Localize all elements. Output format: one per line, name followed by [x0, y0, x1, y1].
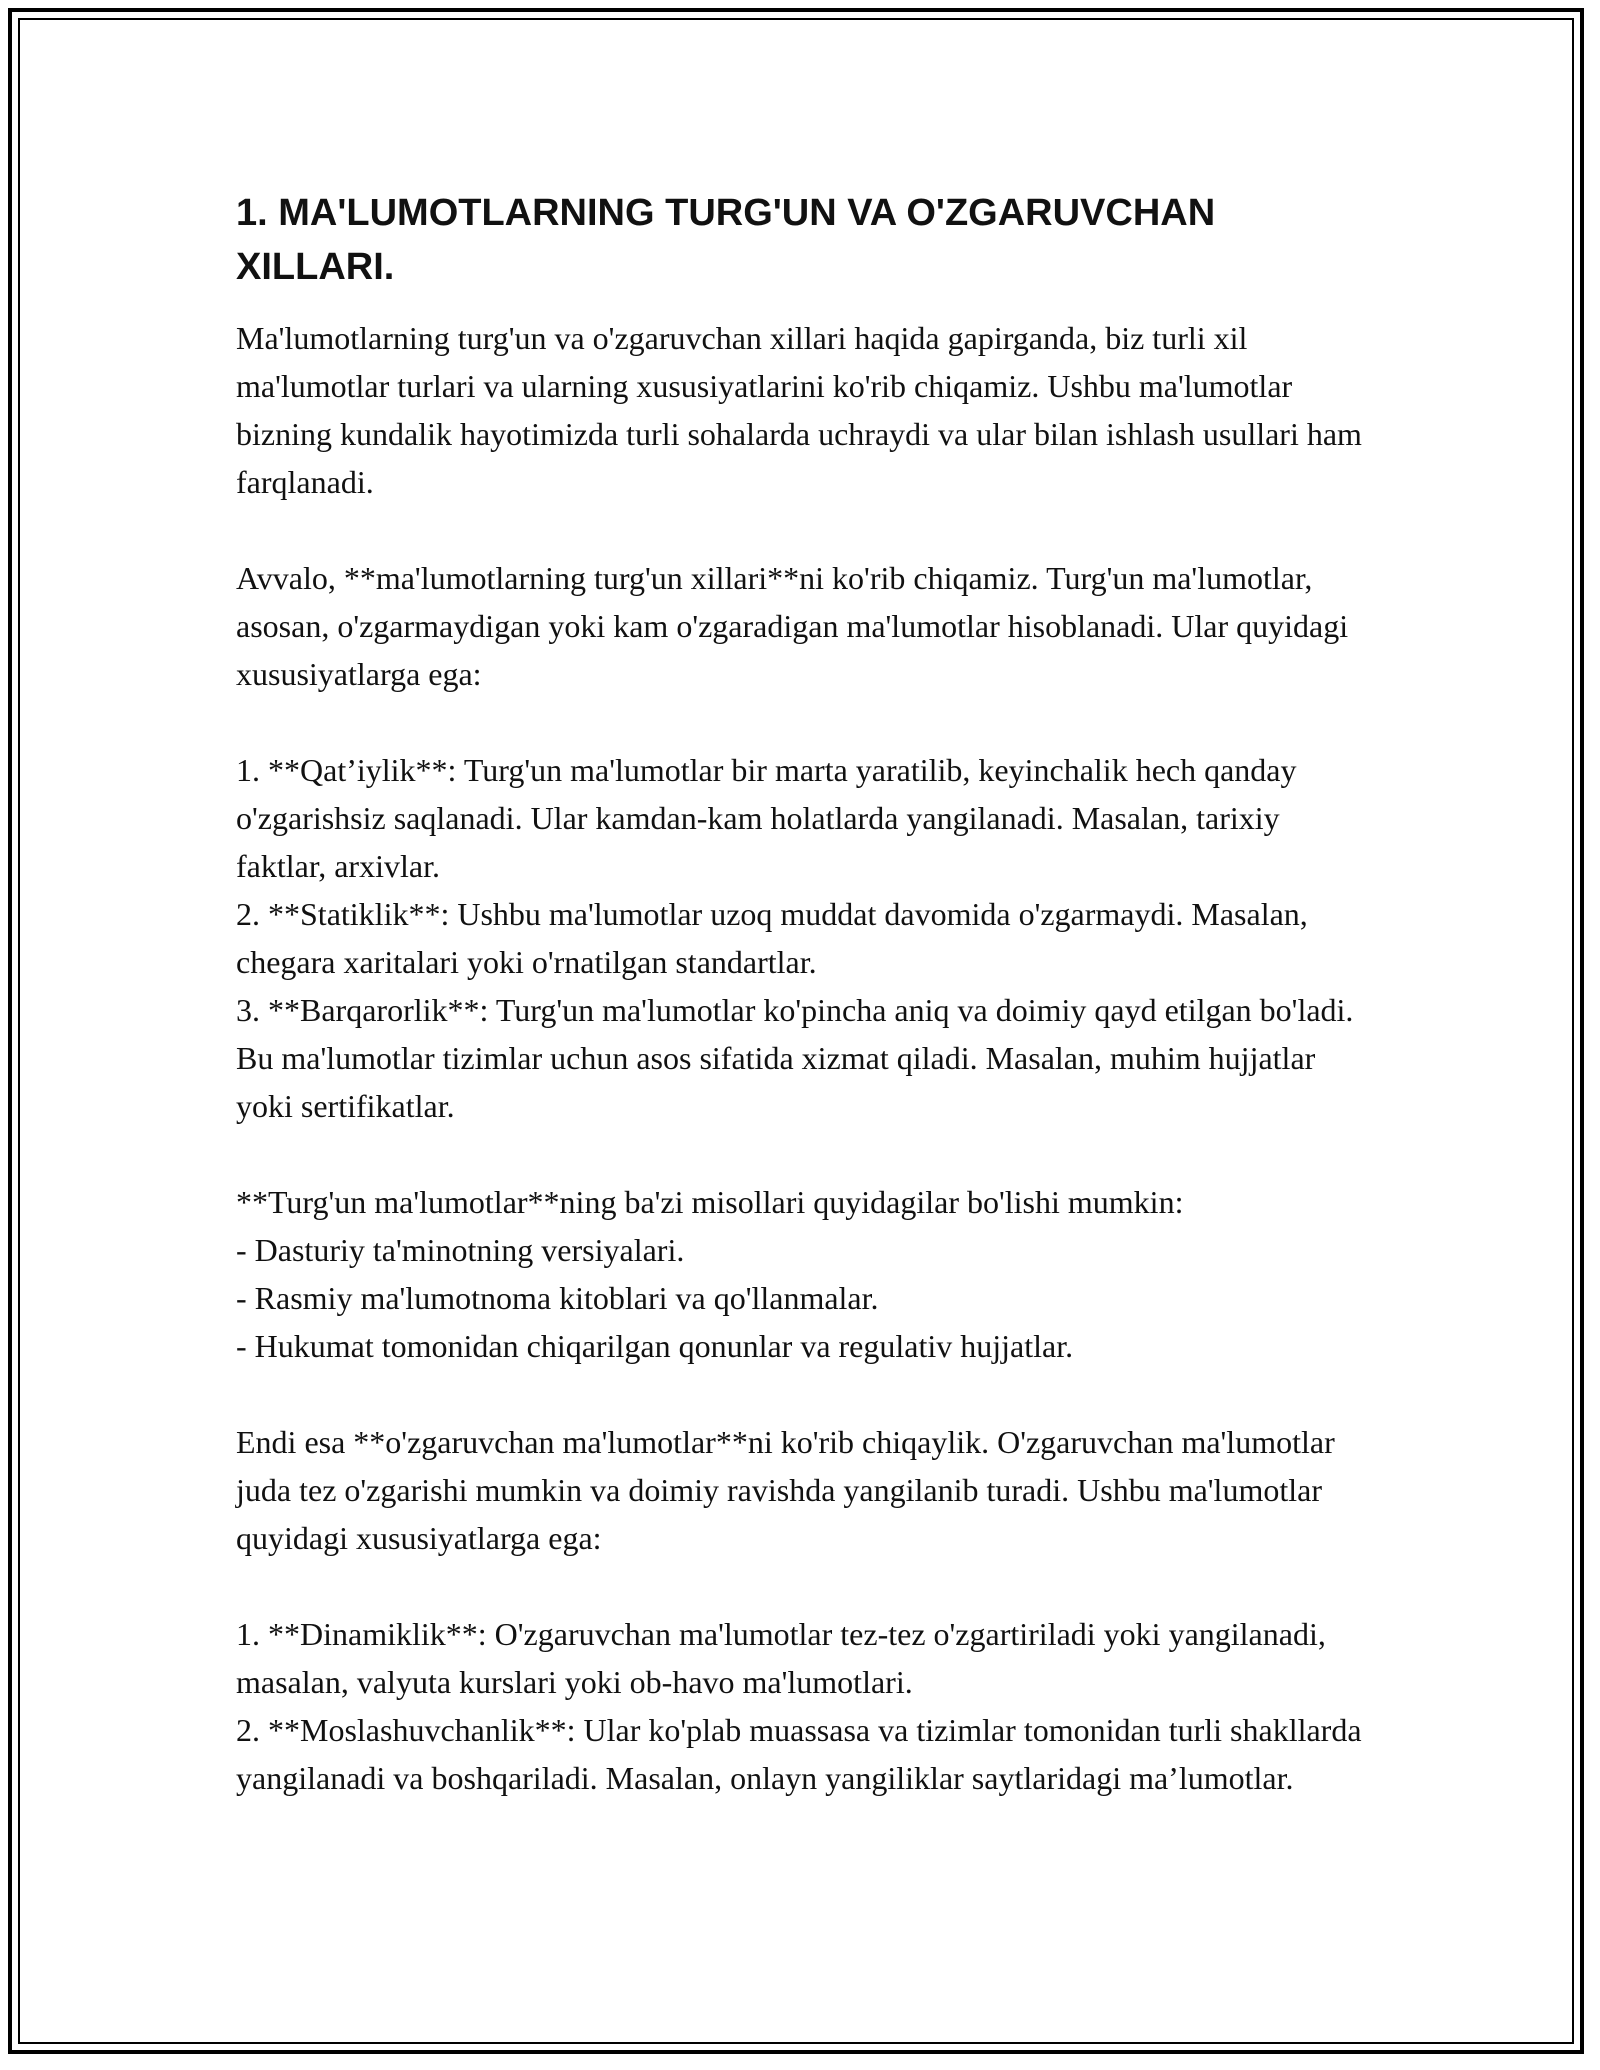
- example-item: - Hukumat tomonidan chiqarilgan qonunlar va regulativ hujjatlar.: [236, 1328, 1074, 1364]
- intro-paragraph: Ma'lumotlarning turg'un va o'zgaruvchan xillari haqida gapirganda, biz turli xil ma'lumotlar turlari va ularning xususiyatlarini ko'rib chiqamiz. Ushbu ma'lumotlar bizning kundalik hayotimizda turli sohalarda uchraydi va ular bilan ishlash usullari ham farqlanadi.: [236, 320, 1362, 500]
- document-body: [236, 186, 1376, 1802]
- dynamic-intro-paragraph: Endi esa **o'zgaruvchan ma'lumotlar**ni ko'rib chiqaylik. O'zgaruvchan ma'lumotlar juda tez o'zgarishi mumkin va doimiy ravishda yangilanib turadi. Ushbu ma'lumotlar quyidagi xususiyatlarga ega:: [236, 1424, 1335, 1556]
- example-item: - Dasturiy ta'minotning versiyalari.: [236, 1232, 685, 1268]
- static-feature-item: 2. **Statiklik**: Ushbu ma'lumotlar uzoq muddat davomida o'zgarmaydi. Masalan, chegara xaritalari yoki o'rnatilgan standartlar.: [236, 896, 1308, 980]
- examples-block: [236, 1178, 1376, 1370]
- paragraph-spacer: [236, 698, 1376, 746]
- static-intro-paragraph: Avvalo, **ma'lumotlarning turg'un xillari**ni ko'rib chiqamiz. Turg'un ma'lumotlar, asosan, o'zgarmaydigan yoki kam o'zgaradigan ma'lumotlar hisoblanadi. Ular quyidagi xususiyatlarga ega:: [236, 560, 1349, 692]
- paragraph-spacer: [236, 506, 1376, 554]
- paragraph-spacer: [236, 1562, 1376, 1610]
- dynamic-feature-item: 2. **Moslashuvchanlik**: Ular ko'plab muassasa va tizimlar tomonidan turli shakllarda yangilanadi va boshqariladi. Masalan, onlayn yangiliklar saytlaridagi ma’lumotlar.: [236, 1712, 1362, 1796]
- dynamic-features-list: [236, 1610, 1376, 1802]
- dynamic-feature-item: 1. **Dinamiklik**: O'zgaruvchan ma'lumotlar tez-tez o'zgartiriladi yoki yangilanadi, masalan, valyuta kurslari yoki ob-havo ma'lumotlari.: [236, 1616, 1326, 1700]
- static-feature-item: 3. **Barqarorlik**: Turg'un ma'lumotlar ko'pincha aniq va doimiy qayd etilgan bo'ladi. Bu ma'lumotlar tizimlar uchun asos sifatida xizmat qiladi. Masalan, muhim hujjatlar yoki sertifikatlar.: [236, 992, 1354, 1124]
- examples-intro: **Turg'un ma'lumotlar**ning ba'zi misollari quyidagilar bo'lishi mumkin:: [236, 1184, 1184, 1220]
- static-feature-item: 1. **Qat’iylik**: Turg'un ma'lumotlar bir marta yaratilib, keyinchalik hech qanday o'zgarishsiz saqlanadi. Ular kamdan-kam holatlarda yangilanadi. Masalan, tarixiy faktlar, arxivlar.: [236, 752, 1297, 884]
- static-features-list: [236, 746, 1376, 1130]
- paragraph-spacer: [236, 1130, 1376, 1178]
- paragraph-spacer: [236, 1370, 1376, 1418]
- document-title: 1. MA'LUMOTLARNING TURG'UN VA O'ZGARUVCHAN XILLARI.: [236, 192, 1216, 288]
- example-item: - Rasmiy ma'lumotnoma kitoblari va qo'llanmalar.: [236, 1280, 879, 1316]
